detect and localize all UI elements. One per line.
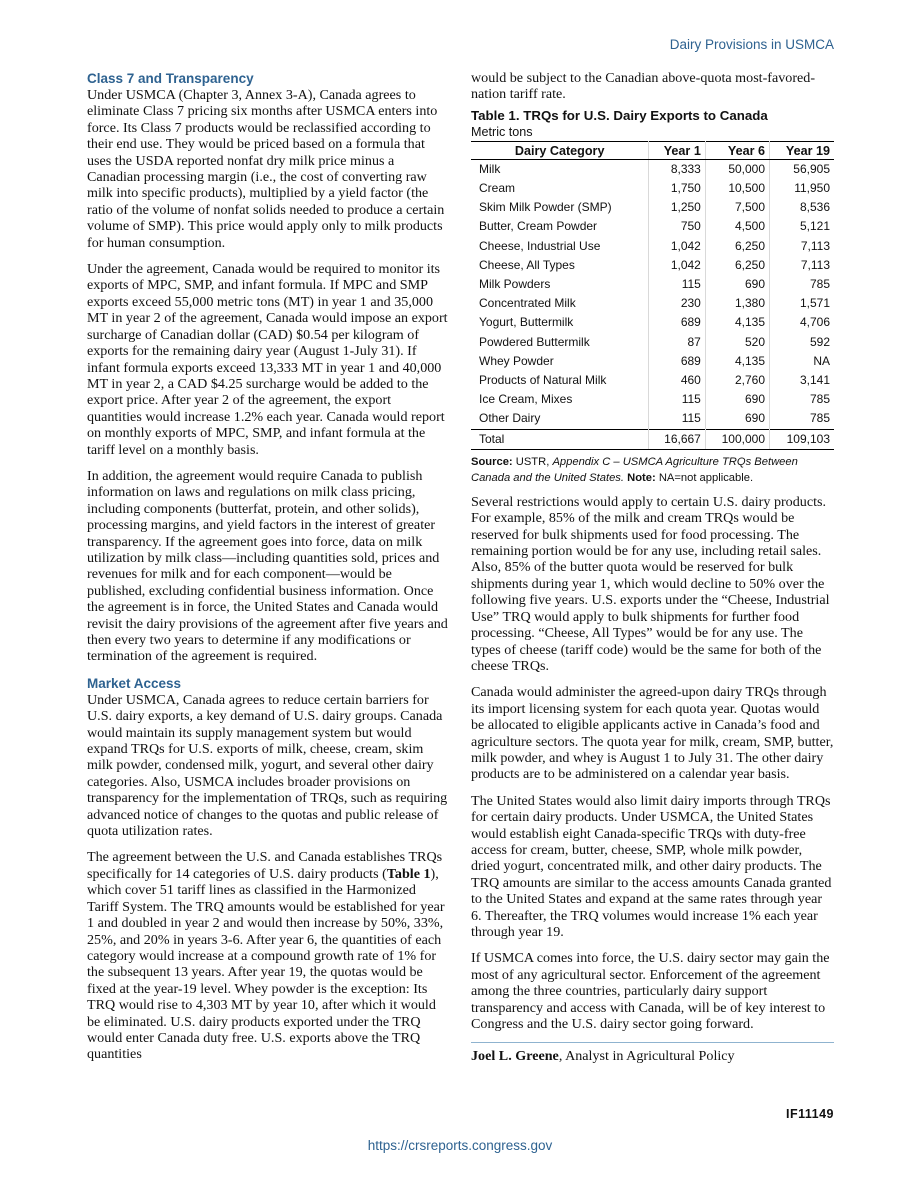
author-title: , Analyst in Agricultural Policy <box>558 1048 735 1065</box>
table-cell: 1,042 <box>649 237 706 256</box>
table-cell: Total <box>471 429 649 449</box>
table-row <box>471 256 834 275</box>
table-cell: 115 <box>649 390 706 409</box>
table-cell: Skim Milk Powder (SMP) <box>471 198 649 217</box>
table-cell: 11,950 <box>794 181 830 196</box>
table-cell: 520 <box>705 333 769 352</box>
table-cell: 690 <box>705 409 769 429</box>
table-cell: 87 <box>649 333 706 352</box>
table-body <box>471 159 834 449</box>
table-cell: Milk Powders <box>471 275 649 294</box>
source-title: Appendix C – USMCA Agriculture TRQs Between Canada and the United States. <box>471 455 798 484</box>
table-cell: 1,750 <box>649 179 706 198</box>
table-units: Metric tons <box>471 124 533 139</box>
paragraph: The United States would also limit dairy imports through TRQs for certain dairy products. Under USMCA, the United States would establish eight Canada-specific TRQs with duty-free access for cream, butter, cheese, SMP, whole milk powder, dried yogurt, concentrated milk, and other dairy products. The TRQ amounts are similar to the access amounts Canada granted to the United States and expand at the same rates through year 6. Thereafter, the TRQ volumes would increase 1% each year through year 19. <box>471 792 832 941</box>
table-cell: 115 <box>649 409 706 429</box>
table-cell: Cream <box>471 179 649 198</box>
paragraph: In addition, the agreement would require Canada to publish information on laws and regulations on milk class pricing, including components (butterfat, protein, and other solids), processing margins, and yield factors in the interest of greater transparency. If the agreement goes into force, data on milk utilization by milk class—including quantities sold, prices and revenues for milk and for each component—would be published, excluding confidential business information. Once the agreement is in force, the United States and Canada would revisit the dairy provisions of the agreement after five years and then every two years to determine if any modifications or termination of the agreement is required. <box>87 467 448 665</box>
table-row <box>471 352 834 371</box>
table-row <box>471 179 834 198</box>
table-cell: Ice Cream, Mixes <box>471 390 649 409</box>
table-cell: 115 <box>649 275 706 294</box>
table-cell: Cheese, All Types <box>471 256 649 275</box>
table-cell: 7,113 <box>800 238 830 253</box>
table-cell: 230 <box>649 294 706 313</box>
column-header: Year 6 <box>705 141 769 159</box>
table-cell: Powdered Buttermilk <box>471 333 649 352</box>
table-row <box>471 313 834 332</box>
paragraph-text: ), which cover 51 tariff lines as classified in the Harmonized Tariff System. The TRQ amounts would be established for year 1 and doubled in year 2 and would then increase by 50%, 33%, 25%, and 20% in years 3-6. After year 6, the quantities of each category would increase at a compound growth rate of 1% for the subsequent 13 years. After year 19, the quotas would be fixed at the year-19 level. Whey powder is the exception: Its TRQ would rise to 4,303 MT by year 10, after which it would be eliminated. U.S. dairy products exported under the TRQ would enter Canada duty free. U.S. exports above the TRQ quantities <box>87 865 445 1063</box>
table-cell: 100,000 <box>705 429 769 449</box>
table-cell: 4,135 <box>705 352 769 371</box>
table-cell: 6,250 <box>705 256 769 275</box>
table-row <box>471 159 834 179</box>
paragraph: Under the agreement, Canada would be required to monitor its exports of MPC, SMP, and infant formula. If MPC and SMP exports exceed 55,000 metric tons (MT) in year 1 and 35,000 MT in year 2 of the agreement, Canada would impose an export surcharge of Canadian dollar (CAD) $0.54 per kilogram of exports for the remaining dairy year (August 1-July 31). If infant formula exports exceed 13,333 MT in year 1 and 40,000 MT in year 2, a CAD $4.25 surcharge would be added to the export price. After year 2 of the agreement, the export quantities would increase 1.2% each year. Canada would report on monthly exports of MPC, SMP, and infant formula at the tariff level on a monthly basis. <box>87 261 448 458</box>
column-header: Year 19 <box>770 141 834 159</box>
section-heading-class7: Class 7 and Transparency <box>87 71 254 86</box>
table-cell: Milk <box>471 159 649 179</box>
table-cell: 5,121 <box>799 219 830 234</box>
table-cell: 689 <box>649 352 706 371</box>
column-header: Dairy Category <box>471 141 649 159</box>
table-cell: 50,000 <box>705 159 769 179</box>
table-cell: 1,250 <box>649 198 706 217</box>
note-text: NA=not applicable. <box>655 471 754 484</box>
table-cell: 1,042 <box>649 256 706 275</box>
table-cell: 4,500 <box>705 217 769 236</box>
table-row <box>471 371 834 390</box>
table-row <box>471 390 834 409</box>
table-cell: 750 <box>649 217 706 236</box>
table-cell: 8,333 <box>649 159 706 179</box>
running-header: Dairy Provisions in USMCA <box>669 37 834 52</box>
table-cell: 4,706 <box>799 315 830 330</box>
author-line <box>471 1047 834 1065</box>
table-cell: 2,760 <box>705 371 769 390</box>
table-row <box>471 294 834 313</box>
section-heading-market-access: Market Access <box>87 675 182 691</box>
table-cell: Other Dairy <box>471 409 649 429</box>
table-cell: 785 <box>809 277 830 292</box>
right-column <box>471 70 834 1065</box>
table-row <box>471 275 834 294</box>
table-cell: 3,141 <box>799 373 830 388</box>
table-cell: 690 <box>705 390 769 409</box>
paragraph <box>87 849 449 1062</box>
paragraph-text: The agreement between the U.S. and Canada establishes TRQs specifically for 14 categories of U.S. dairy products ( <box>87 849 443 882</box>
paragraph: Under USMCA (Chapter 3, Annex 3-A), Canada agrees to eliminate Class 7 pricing six months after USMCA enters into force. Its Class 7 products would be reclassified according to their end use. They would be priced based on a formula that uses the USDA reported nonfat dry milk price minus a Canadian processing margin (i.e., the cost of converting raw milk into specific products), multiplied by a yield factor (the ratio of the volume of nonfat solids needed to produce a certain volume of SMP). This price would apply only to milk products for human consumption. <box>87 87 445 251</box>
table-cell: 1,571 <box>799 296 830 311</box>
trq-table <box>471 141 834 450</box>
table-cell: 6,250 <box>705 237 769 256</box>
paragraph: If USMCA comes into force, the U.S. dairy sector may gain the most of any agricultural sector. Enforcement of the agreement among the three countries, particularly dairy support transparency and access with Canada, will be of key interest to Congress and the U.S. dairy sector going forward. <box>471 950 830 1033</box>
note-label: Note: <box>627 471 656 484</box>
table-source-note <box>471 454 834 486</box>
table-cell: 1,380 <box>705 294 769 313</box>
table-cell: 109,103 <box>770 429 834 449</box>
source-label: Source: <box>471 455 513 468</box>
table-cell: 592 <box>809 334 830 349</box>
table-cell: 7,500 <box>705 198 769 217</box>
paragraph: Canada would administer the agreed-upon dairy TRQs through its import licensing system for each quota year. Quotas would be allocated to eligible applicants active in Canada’s food and agriculture sectors. The quota year for milk, cream, SMP, butter, milk powder, and whey is August 1 to July 31. The other dairy products are to be administered on a calendar year basis. <box>471 684 834 783</box>
report-id: IF11149 <box>786 1107 834 1121</box>
column-header: Year 1 <box>649 141 706 159</box>
table-cell: 16,667 <box>649 429 706 449</box>
table-cell: Concentrated Milk <box>471 294 649 313</box>
paragraph: would be subject to the Canadian above-quota most-favored-nation tariff rate. <box>471 70 816 103</box>
table-title: Table 1. TRQs for U.S. Dairy Exports to Canada <box>471 107 768 123</box>
footer-link[interactable]: https://crsreports.congress.gov <box>367 1138 553 1153</box>
table-cell: NA <box>813 353 830 368</box>
table-cell: 690 <box>705 275 769 294</box>
table-row <box>471 237 834 256</box>
table-row <box>471 333 834 352</box>
table-cell: Butter, Cream Powder <box>471 217 649 236</box>
table-cell: 460 <box>649 371 706 390</box>
author-name: Joel L. Greene <box>471 1048 559 1065</box>
table-row <box>471 198 834 217</box>
table-reference: Table 1 <box>386 865 431 882</box>
table-row <box>471 409 834 429</box>
source-text: USTR, <box>512 455 553 468</box>
author-divider <box>471 1042 834 1043</box>
table-cell: Products of Natural Milk <box>471 371 649 390</box>
table-cell: 7,113 <box>800 257 830 272</box>
table-cell: 8,536 <box>799 200 830 215</box>
table-cell: 785 <box>809 411 830 426</box>
table-cell: 689 <box>649 313 706 332</box>
table-cell: 56,905 <box>793 161 830 176</box>
table-cell: 10,500 <box>705 179 769 198</box>
paragraph: Several restrictions would apply to certain U.S. dairy products. For example, 85% of the milk and cream TRQs would be reserved for bulk shipments used for food processing. The remaining portion would be for any use, including retail sales. Also, 85% of the butter quota would be reserved for bulk shipments during year 1, which would decline to 50% over the following five years. U.S. exports under the “Cheese, Industrial Use” TRQ would apply to bulk shipments for further food processing. “Cheese, All Types” would be for any use. The types of cheese (tariff code) would be the same for both of the cheese TRQs. <box>471 493 830 674</box>
table-total-row <box>471 429 834 449</box>
table-cell: Cheese, Industrial Use <box>471 237 649 256</box>
table-cell: Whey Powder <box>471 352 649 371</box>
table-cell: Yogurt, Buttermilk <box>471 313 649 332</box>
left-column <box>87 70 449 1073</box>
paragraph: Under USMCA, Canada agrees to reduce certain barriers for U.S. dairy exports, a key demand of U.S. dairy groups. Canada would maintain its supply management system but would expand TRQs for U.S. exports of milk, cheese, cream, skim milk powder, condensed milk, yogurt, and several other dairy categories. Also, USMCA includes broader provisions on transparency for the implementation of TRQs, such as requiring advanced notice of changes to the quotas and public release of quota utilization rates. <box>87 691 448 840</box>
table-header-row <box>471 141 834 159</box>
table-row <box>471 217 834 236</box>
table-cell: 785 <box>809 392 830 407</box>
table-cell: 4,135 <box>705 313 769 332</box>
